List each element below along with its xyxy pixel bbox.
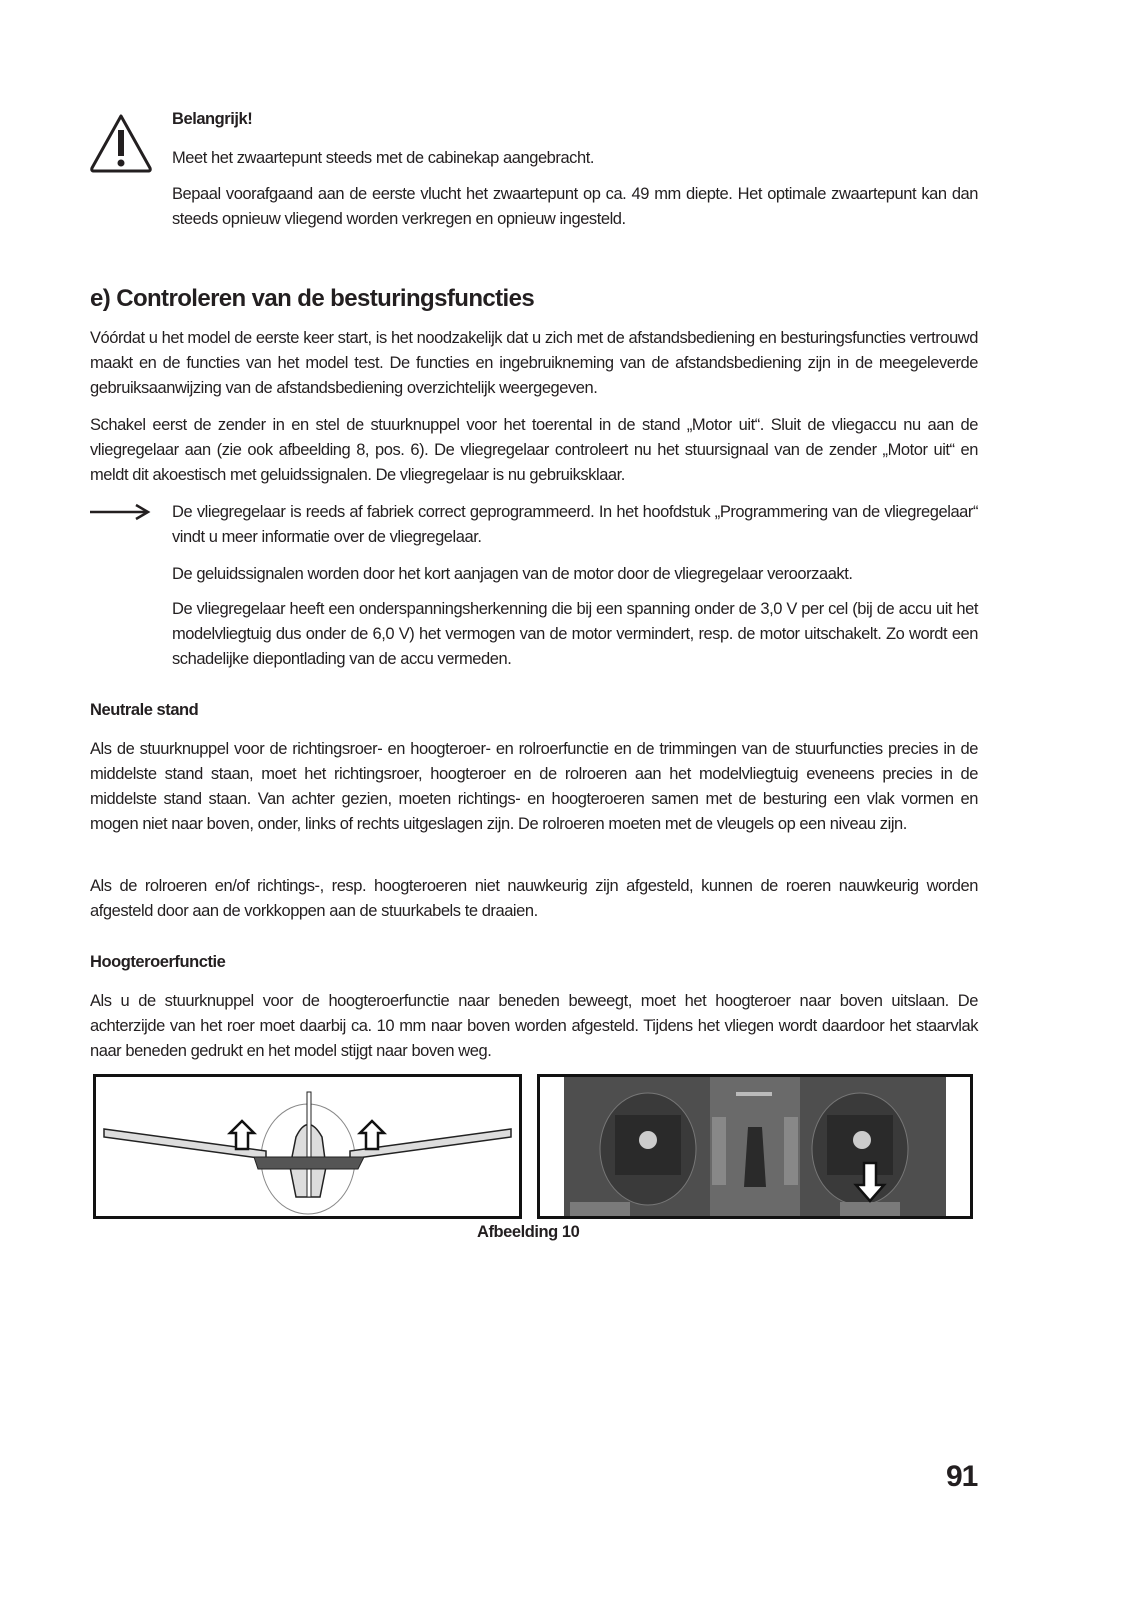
paragraph: Als u de stuurknuppel voor de hoogteroerfunctie naar beneden beweegt, moet het hoogteroer naar boven uitslaan. De achterzijde van het roer moet daarbij ca. 10 mm naar boven worden afgesteld. Tijdens het vliegen wordt daardoor het staarvlak naar beneden gedrukt en het model stijgt naar boven weg. (90, 992, 978, 1060)
paragraph: Schakel eerst de zender in en stel de stuurknuppel voor het toerental in de stand „Motor uit“. Sluit de vliegaccu nu aan de vliegregelaar aan (zie ook afbeelding 8, pos. 6). De vliegregelaar controleert nu het stuursignaal van de zender „Motor uit“ en meldt dit akoestisch met geluidssignalen. De vliegregelaar is nu gebruiksklaar. (90, 416, 978, 484)
transmitter-photo (537, 1074, 973, 1219)
arrow-right-icon (88, 502, 152, 522)
paragraph: Als de rolroeren en/of richtings-, resp. hoogteroeren niet nauwkeurig zijn afgesteld, kunnen de roeren nauwkeurig worden afgesteld door aan de vorkkoppen aan de stuurkabels te draaien. (90, 877, 978, 920)
paragraph: Als de stuurknuppel voor de richtingsroer- en hoogteroer- en rolroerfunctie en de trimmingen van de stuurfuncties precies in de middelste stand staan, moet het richtingsroer, hoogteroer en de rolroeren aan het modelvliegtuig eveneens precies in de middelste stand staan. Van achter gezien, moeten richtings- en hoogteroeren samen met de besturing een vlak vormen en mogen niet naar boven, onder, links of rechts uitgeslagen zijn. De rolroeren moeten met de vleugels op een niveau zijn. (90, 740, 978, 833)
figure-caption: Afbeelding 10 (477, 1223, 580, 1241)
warning-icon (88, 112, 154, 174)
section-heading: e) Controleren van de besturingsfuncties (90, 285, 535, 312)
subheading: Neutrale stand (90, 701, 199, 719)
note-text: De geluidssignalen worden door het kort aanjagen van de motor door de vliegregelaar veroorzaakt. (172, 565, 853, 583)
warning-title: Belangrijk! (172, 110, 253, 128)
note-text: De vliegregelaar heeft een onderspanningsherkenning die bij een spanning onder de 3,0 V per cel (bij de accu uit het modelvliegtuig dus onder de 6,0 V) het vermogen van de motor vermindert, resp. de motor uitschakelt. Zo wordt een schadelijke diepontlading van de accu vermeden. (172, 600, 978, 668)
note-text: De vliegregelaar is reeds af fabriek correct geprogrammeerd. In het hoofdstuk „Programmering van de vliegregelaar“ vindt u meer informatie over de vliegregelaar. (172, 503, 978, 546)
airplane-tail-illustration (93, 1074, 522, 1219)
subheading: Hoogteroerfunctie (90, 953, 226, 971)
page-number: 91 (946, 1460, 978, 1493)
warning-text: Bepaal voorafgaand aan de eerste vlucht het zwaartepunt op ca. 49 mm diepte. Het optimale zwaartepunt kan dan steeds opnieuw vliegend worden verkregen en opnieuw ingesteld. (172, 185, 978, 228)
warning-text: Meet het zwaartepunt steeds met de cabinekap aangebracht. (172, 149, 594, 167)
paragraph: Vóórdat u het model de eerste keer start, is het noodzakelijk dat u zich met de afstandsbediening en besturingsfuncties vertrouwd maakt en de functies van het model test. De functies en ingebruikneming van de afstandsbediening zijn in de meegeleverde gebruiksaanwijzing van de afstandsbediening overzichtelijk weergegeven. (90, 329, 978, 397)
